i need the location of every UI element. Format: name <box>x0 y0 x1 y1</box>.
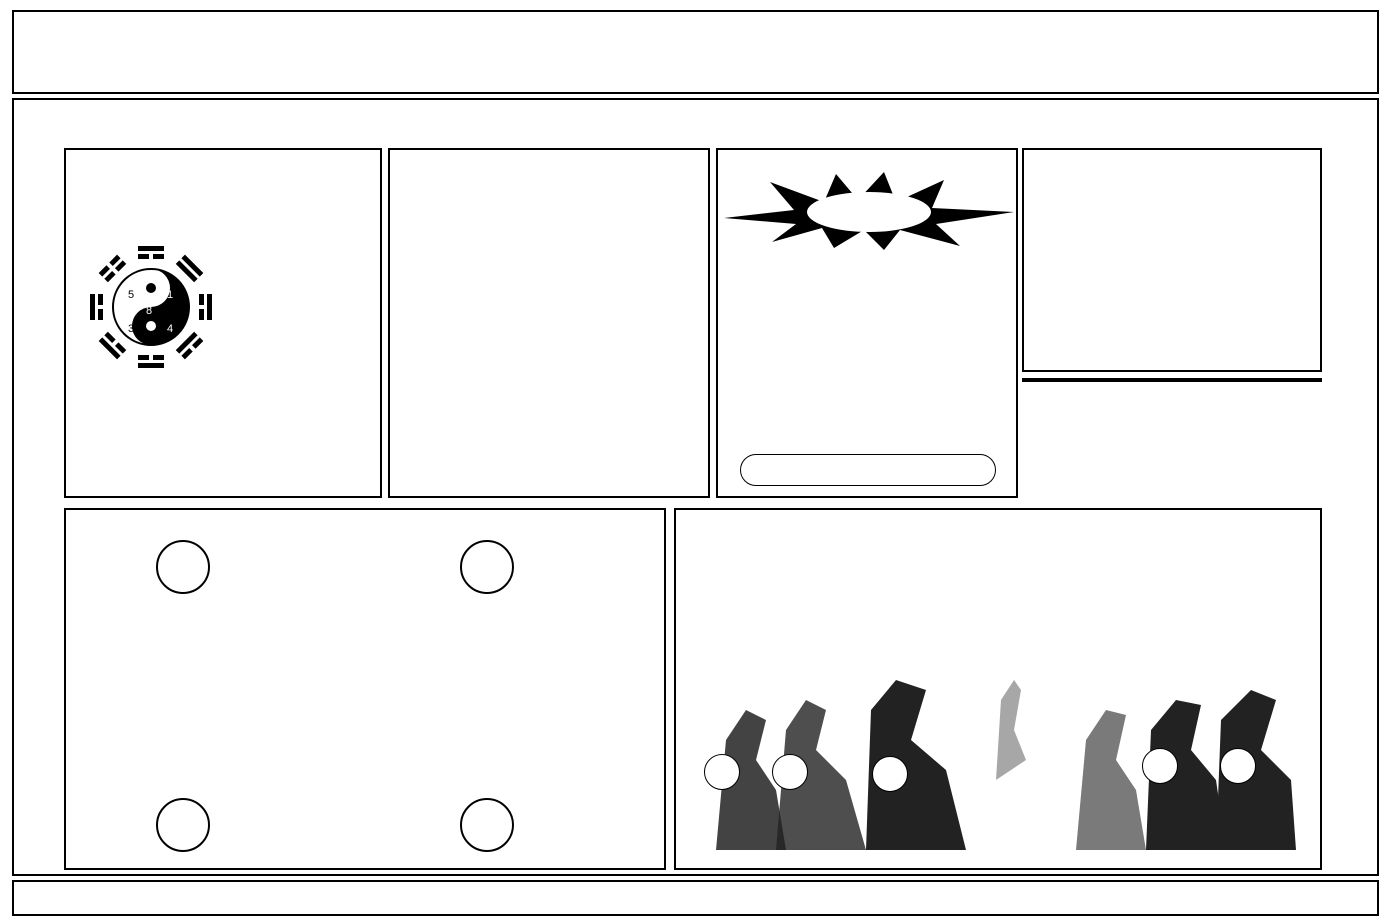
marksix-right-strip <box>1343 138 1373 873</box>
svg-text:8: 8 <box>146 305 153 317</box>
number-wheel <box>190 536 490 836</box>
horse-news-panel <box>716 148 1018 498</box>
abacus-panel <box>1022 148 1322 372</box>
bagua-diagram <box>76 232 226 382</box>
footer <box>12 880 1379 916</box>
poem-column-4 <box>624 250 664 280</box>
horse-number <box>1220 748 1256 784</box>
starburst-icon <box>724 172 1014 250</box>
send-message <box>740 454 996 486</box>
horse-number <box>772 754 808 790</box>
wheel-panel <box>64 508 666 870</box>
svg-text:4: 4 <box>167 323 174 335</box>
horse-number <box>840 744 874 778</box>
poem-column-1 <box>414 250 454 280</box>
svg-text:3: 3 <box>128 323 135 335</box>
horse-number <box>966 768 1000 802</box>
marksix-left-strip <box>18 138 48 873</box>
bagua-panel <box>64 148 382 498</box>
abacus-icon <box>1046 210 1306 298</box>
header-box <box>12 10 1379 94</box>
stats-panel <box>1022 378 1322 382</box>
horse-number <box>872 756 908 792</box>
svg-text:5: 5 <box>128 289 135 301</box>
horse-number <box>1080 750 1114 784</box>
stats-title <box>1022 378 1322 382</box>
poem-column-2 <box>486 250 526 280</box>
eight-horses-panel <box>674 508 1322 870</box>
poem-panel <box>388 148 710 498</box>
poem-column-3 <box>554 250 594 280</box>
svg-text:1: 1 <box>167 289 174 301</box>
marksix-top-strip <box>30 104 1370 134</box>
horse-number <box>1142 748 1178 784</box>
horse-number <box>704 754 740 790</box>
